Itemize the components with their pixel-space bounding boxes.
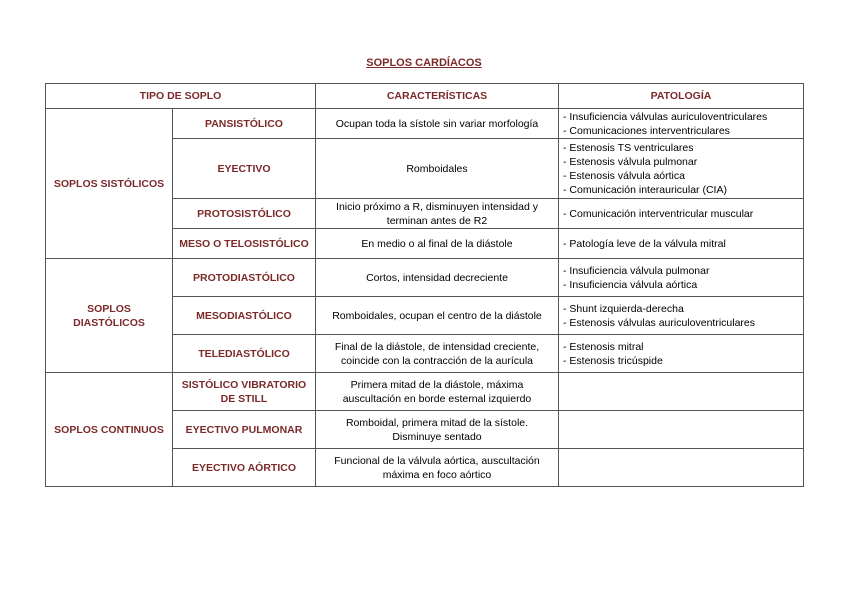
table-row xyxy=(46,109,804,139)
pathology-cell xyxy=(559,449,804,487)
type-cell: PANSISTÓLICO xyxy=(173,109,316,139)
header-tipo: TIPO DE SOPLO xyxy=(46,84,316,109)
characteristics-cell: Romboidales, ocupan el centro de la diástole xyxy=(316,297,559,335)
pathology-cell: - Estenosis mitral - Estenosis tricúspide xyxy=(559,335,804,373)
type-cell: PROTODIASTÓLICO xyxy=(173,259,316,297)
type-cell: TELEDIASTÓLICO xyxy=(173,335,316,373)
type-cell: MESO O TELOSISTÓLICO xyxy=(173,229,316,259)
pathology-cell xyxy=(559,373,804,411)
pathology-cell: - Patología leve de la válvula mitral xyxy=(559,229,804,259)
type-cell: MESODIASTÓLICO xyxy=(173,297,316,335)
characteristics-cell: Romboidales xyxy=(316,139,559,199)
group-diastolicos: SOPLOS DIASTÓLICOS xyxy=(46,259,173,373)
characteristics-cell: Cortos, intensidad decreciente xyxy=(316,259,559,297)
characteristics-cell: En medio o al final de la diástole xyxy=(316,229,559,259)
header-caracteristicas: CARACTERÍSTICAS xyxy=(316,84,559,109)
type-cell: EYECTIVO PULMONAR xyxy=(173,411,316,449)
pathology-cell: - Estenosis TS ventriculares - Estenosis válvula pulmonar - Estenosis válvula aórtica - Comunicación interauricular (CIA) xyxy=(559,139,804,199)
murmurs-table xyxy=(45,83,804,487)
type-cell: PROTOSISTÓLICO xyxy=(173,199,316,229)
table-row xyxy=(46,259,804,297)
pathology-cell: - Insuficiencia válvula pulmonar - Insuficiencia válvula aórtica xyxy=(559,259,804,297)
pathology-cell: - Comunicación interventricular muscular xyxy=(559,199,804,229)
characteristics-cell: Inicio próximo a R, disminuyen intensidad y terminan antes de R2 xyxy=(316,199,559,229)
table-row xyxy=(46,373,804,411)
header-patologia: PATOLOGÍA xyxy=(559,84,804,109)
type-cell: EYECTIVO AÓRTICO xyxy=(173,449,316,487)
characteristics-cell: Primera mitad de la diástole, máxima auscultación en borde esternal izquierdo xyxy=(316,373,559,411)
pathology-cell: - Insuficiencia válvulas auriculoventriculares - Comunicaciones interventriculares xyxy=(559,109,804,139)
document-title: SOPLOS CARDÍACOS xyxy=(366,57,482,69)
group-continuos: SOPLOS CONTINUOS xyxy=(46,373,173,487)
characteristics-cell: Final de la diástole, de intensidad creciente, coincide con la contracción de la aurícula xyxy=(316,335,559,373)
type-cell: EYECTIVO xyxy=(173,139,316,199)
header-row xyxy=(46,84,804,109)
group-sistolicos: SOPLOS SISTÓLICOS xyxy=(46,109,173,259)
characteristics-cell: Funcional de la válvula aórtica, auscultación máxima en foco aórtico xyxy=(316,449,559,487)
characteristics-cell: Ocupan toda la sístole sin variar morfología xyxy=(316,109,559,139)
pathology-cell xyxy=(559,411,804,449)
type-cell: SISTÓLICO VIBRATORIO DE STILL xyxy=(173,373,316,411)
pathology-cell: - Shunt izquierda-derecha - Estenosis válvulas auriculoventriculares xyxy=(559,297,804,335)
characteristics-cell: Romboidal, primera mitad de la sístole. Disminuye sentado xyxy=(316,411,559,449)
